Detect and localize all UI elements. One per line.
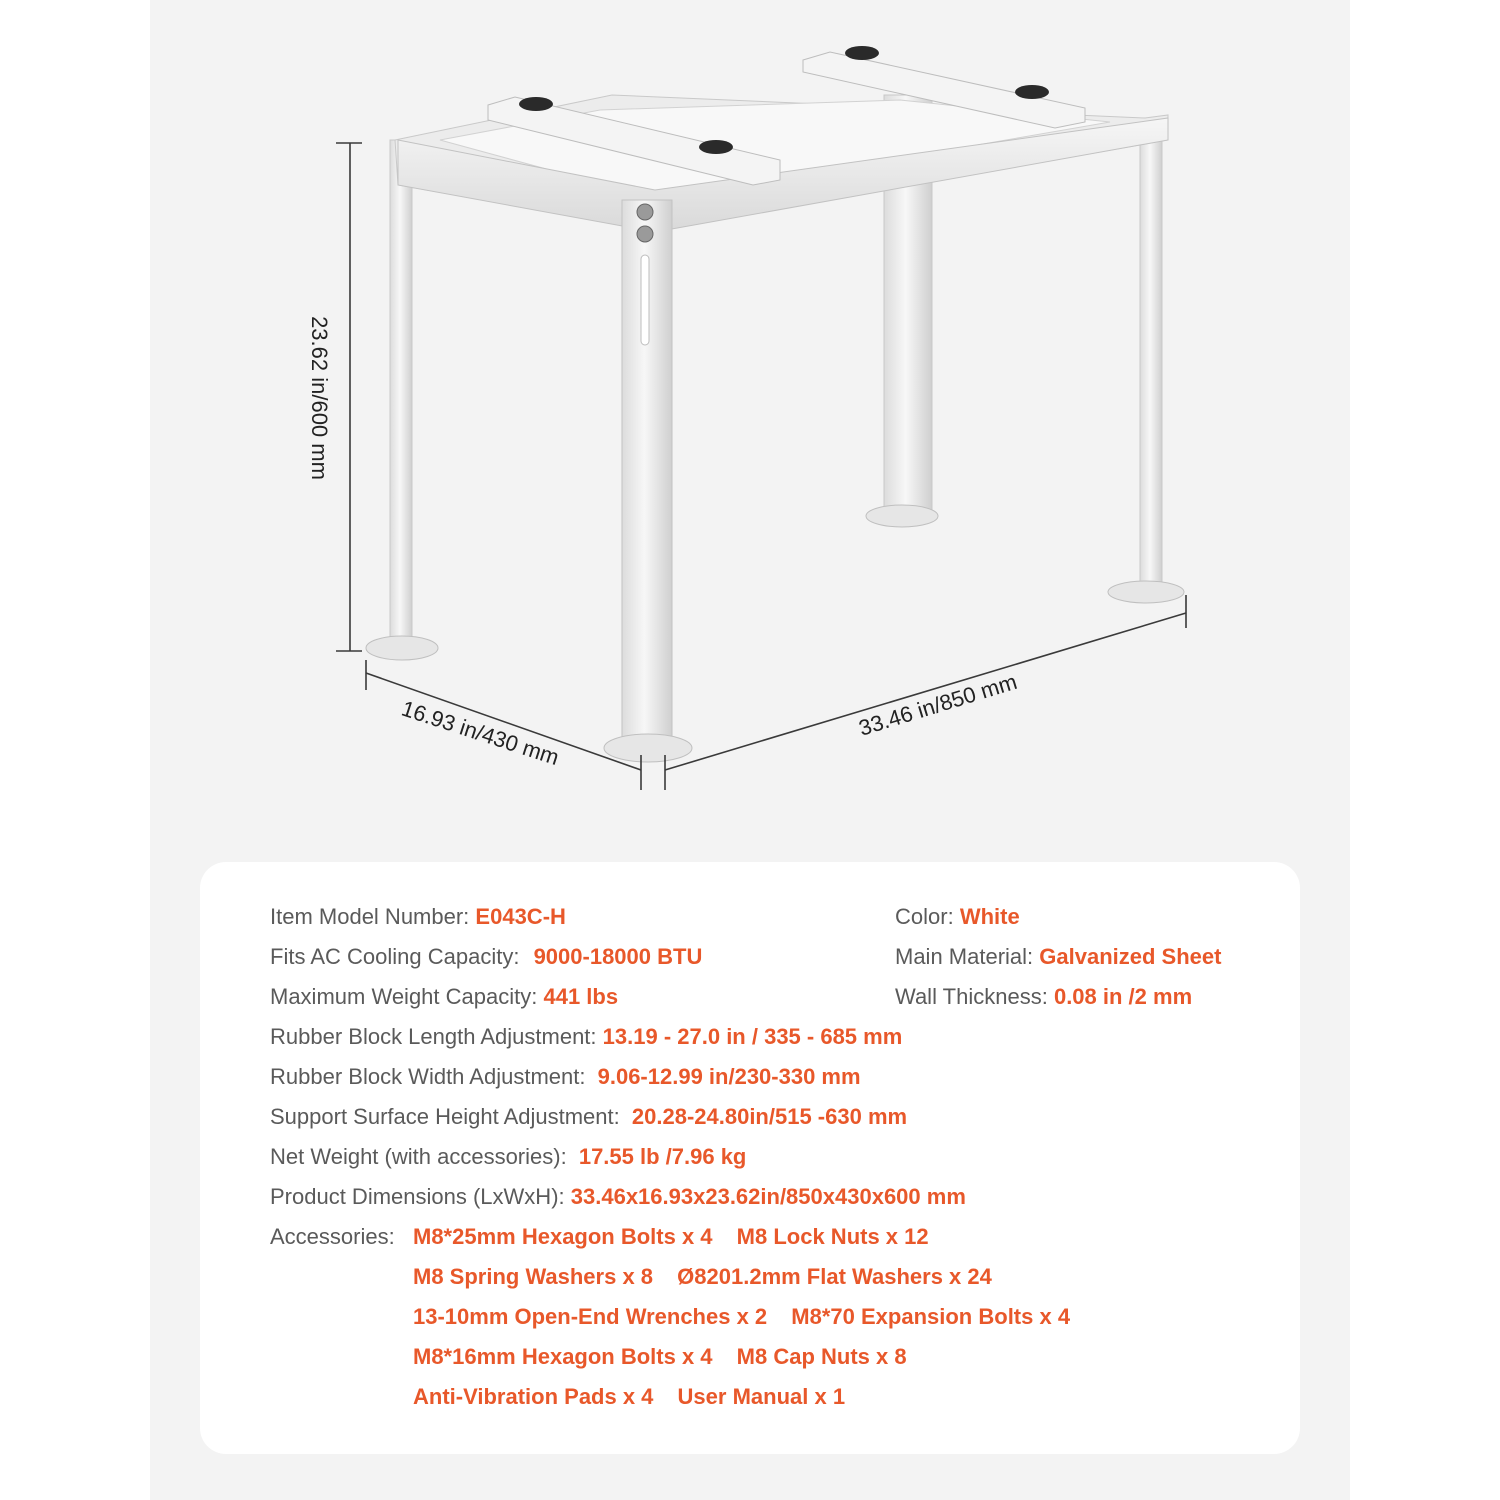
spec-value: 9000-18000 BTU [533, 944, 703, 969]
leg-left [366, 140, 438, 660]
accessories-line [413, 1380, 863, 1414]
spec-model [270, 900, 566, 934]
accessory-item: Ø8201.2mm Flat Washers x 24 [677, 1264, 992, 1289]
spec-value: Galvanized Sheet [1039, 944, 1222, 969]
accessories-line [413, 1260, 1010, 1294]
spec-capacity [270, 940, 702, 974]
spec-label: Rubber Block Width Adjustment: [270, 1064, 586, 1089]
accessory-item: M8*16mm Hexagon Bolts x 4 [413, 1344, 713, 1369]
spec-value: 33.46x16.93x23.62in/850x430x600 mm [570, 1184, 966, 1209]
spec-label: Support Surface Height Adjustment: [270, 1104, 620, 1129]
spec-value: 441 lbs [543, 984, 619, 1009]
accessories-line [413, 1300, 1088, 1334]
spec-color [895, 900, 1020, 934]
spec-label: Fits AC Cooling Capacity: [270, 944, 520, 969]
spec-net-weight [270, 1140, 746, 1174]
spec-card [200, 862, 1300, 1454]
spec-value: 17.55 lb /7.96 kg [578, 1144, 747, 1169]
spec-label: Net Weight (with accessories): [270, 1144, 567, 1169]
spec-label: Item Model Number: [270, 904, 470, 929]
accessory-item: 13-10mm Open-End Wrenches x 2 [413, 1304, 768, 1329]
spec-value: White [959, 904, 1020, 929]
accessory-item: M8 Spring Washers x 8 [413, 1264, 654, 1289]
height-dimension-label: 23.62 in/600 mm [307, 316, 332, 480]
accessories-label: Accessories: [270, 1224, 395, 1249]
accessory-item: M8*70 Expansion Bolts x 4 [791, 1304, 1071, 1329]
leg-right [1108, 120, 1184, 603]
spec-label: Wall Thickness: [895, 984, 1048, 1009]
accessory-item: Anti-Vibration Pads x 4 [413, 1384, 654, 1409]
spec-value: 9.06-12.99 in/230-330 mm [597, 1064, 861, 1089]
spec-label: Main Material: [895, 944, 1034, 969]
spec-label: Rubber Block Length Adjustment: [270, 1024, 597, 1049]
spec-value: E043C-H [475, 904, 566, 929]
dimension-lines [336, 143, 1186, 790]
spec-dimensions [270, 1180, 966, 1214]
width-dimension-label: 33.46 in/850 mm [855, 668, 1020, 741]
accessory-item: M8 Cap Nuts x 8 [736, 1344, 907, 1369]
spec-max-weight [270, 980, 618, 1014]
spec-block-length [270, 1020, 902, 1054]
spec-label: Color: [895, 904, 954, 929]
accessory-item: M8*25mm Hexagon Bolts x 4 [413, 1224, 713, 1249]
spec-surface-height [270, 1100, 907, 1134]
accessory-item: M8 Lock Nuts x 12 [736, 1224, 929, 1249]
spec-value: 0.08 in /2 mm [1053, 984, 1193, 1009]
accessories-line [413, 1340, 925, 1374]
spec-block-width [270, 1060, 861, 1094]
spec-label: Product Dimensions (LxWxH): [270, 1184, 565, 1209]
spec-value: 20.28-24.80in/515 -630 mm [631, 1104, 908, 1129]
accessories-line [413, 1220, 947, 1254]
accessory-item: User Manual x 1 [677, 1384, 846, 1409]
depth-dimension-label: 16.93 in/430 mm [398, 695, 563, 771]
spec-value: 13.19 - 27.0 in / 335 - 685 mm [602, 1024, 903, 1049]
accessories-label-row [270, 1220, 395, 1254]
spec-label: Maximum Weight Capacity: [270, 984, 538, 1009]
spec-wall-thickness [895, 980, 1192, 1014]
leg-front [604, 200, 692, 762]
spec-material [895, 940, 1221, 974]
